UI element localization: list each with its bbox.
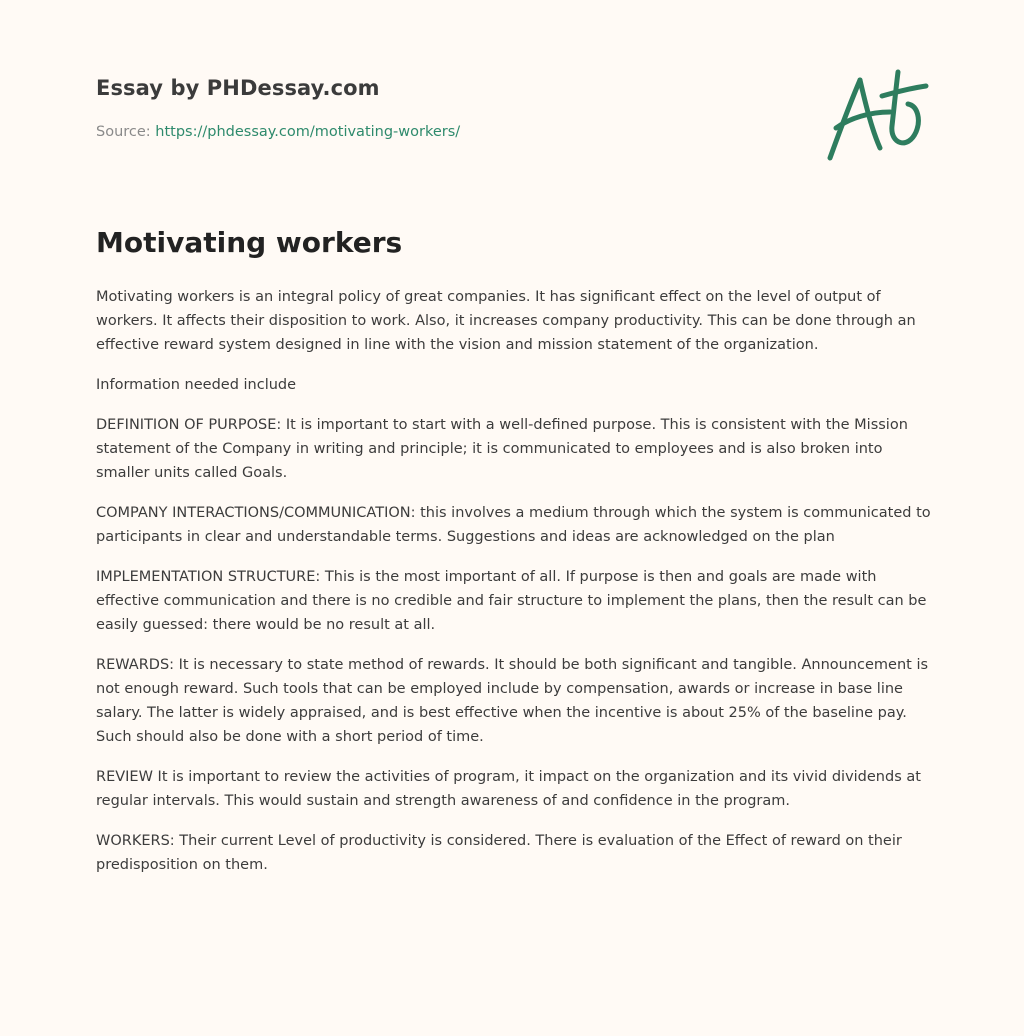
essay-paragraph: COMPANY INTERACTIONS/COMMUNICATION: this involves a medium through which the system is communicated to participants in clear and understandable terms. Suggestions and ideas are acknowledged on the plan xyxy=(96,505,931,545)
essay-paragraph: IMPLEMENTATION STRUCTURE: This is the most important of all. If purpose is then and goals are made with effective communication and there is no credible and fair structure to implement the plans, then the result can be easily guessed: there would be no result at all. xyxy=(96,569,927,633)
essay-paragraph: Information needed include xyxy=(96,377,297,393)
essay-paragraph: Motivating workers is an integral policy of great companies. It has significant effect on the level of output of workers. It affects their disposition to work. Also, it increases company productivity. This can be done through an effective reward system designed in line with the vision and mission statement of the organization. xyxy=(96,289,916,353)
essay-body xyxy=(96,285,936,893)
source-link[interactable]: https://phdessay.com/motivating-workers/ xyxy=(155,124,461,140)
site-title: Essay by PHDessay.com xyxy=(96,76,380,100)
a-plus-grade-icon xyxy=(820,66,930,166)
essay-paragraph: DEFINITION OF PURPOSE: It is important to start with a well-defined purpose. This is consistent with the Mission statement of the Company in writing and principle; it is communicated to employees and is also broken into smaller units called Goals. xyxy=(96,417,908,481)
source-label: Source: xyxy=(96,124,156,140)
essay-paragraph: REVIEW It is important to review the activities of program, it impact on the organization and its vivid dividends at regular intervals. This would sustain and strength awareness of and confidence in the program. xyxy=(96,769,921,809)
essay-paragraph: WORKERS: Their current Level of productivity is considered. There is evaluation of the Effect of reward on their predisposition on them. xyxy=(96,833,902,873)
essay-paragraph: REWARDS: It is necessary to state method of rewards. It should be both significant and tangible. Announcement is not enough reward. Such tools that can be employed include by compensation, awards or increase in base line salary. The latter is widely appraised, and is best effective when the incentive is about 25% of the baseline pay. Such should also be done with a short period of time. xyxy=(96,657,929,745)
essay-title: Motivating workers xyxy=(96,226,403,259)
source-line xyxy=(96,124,460,140)
